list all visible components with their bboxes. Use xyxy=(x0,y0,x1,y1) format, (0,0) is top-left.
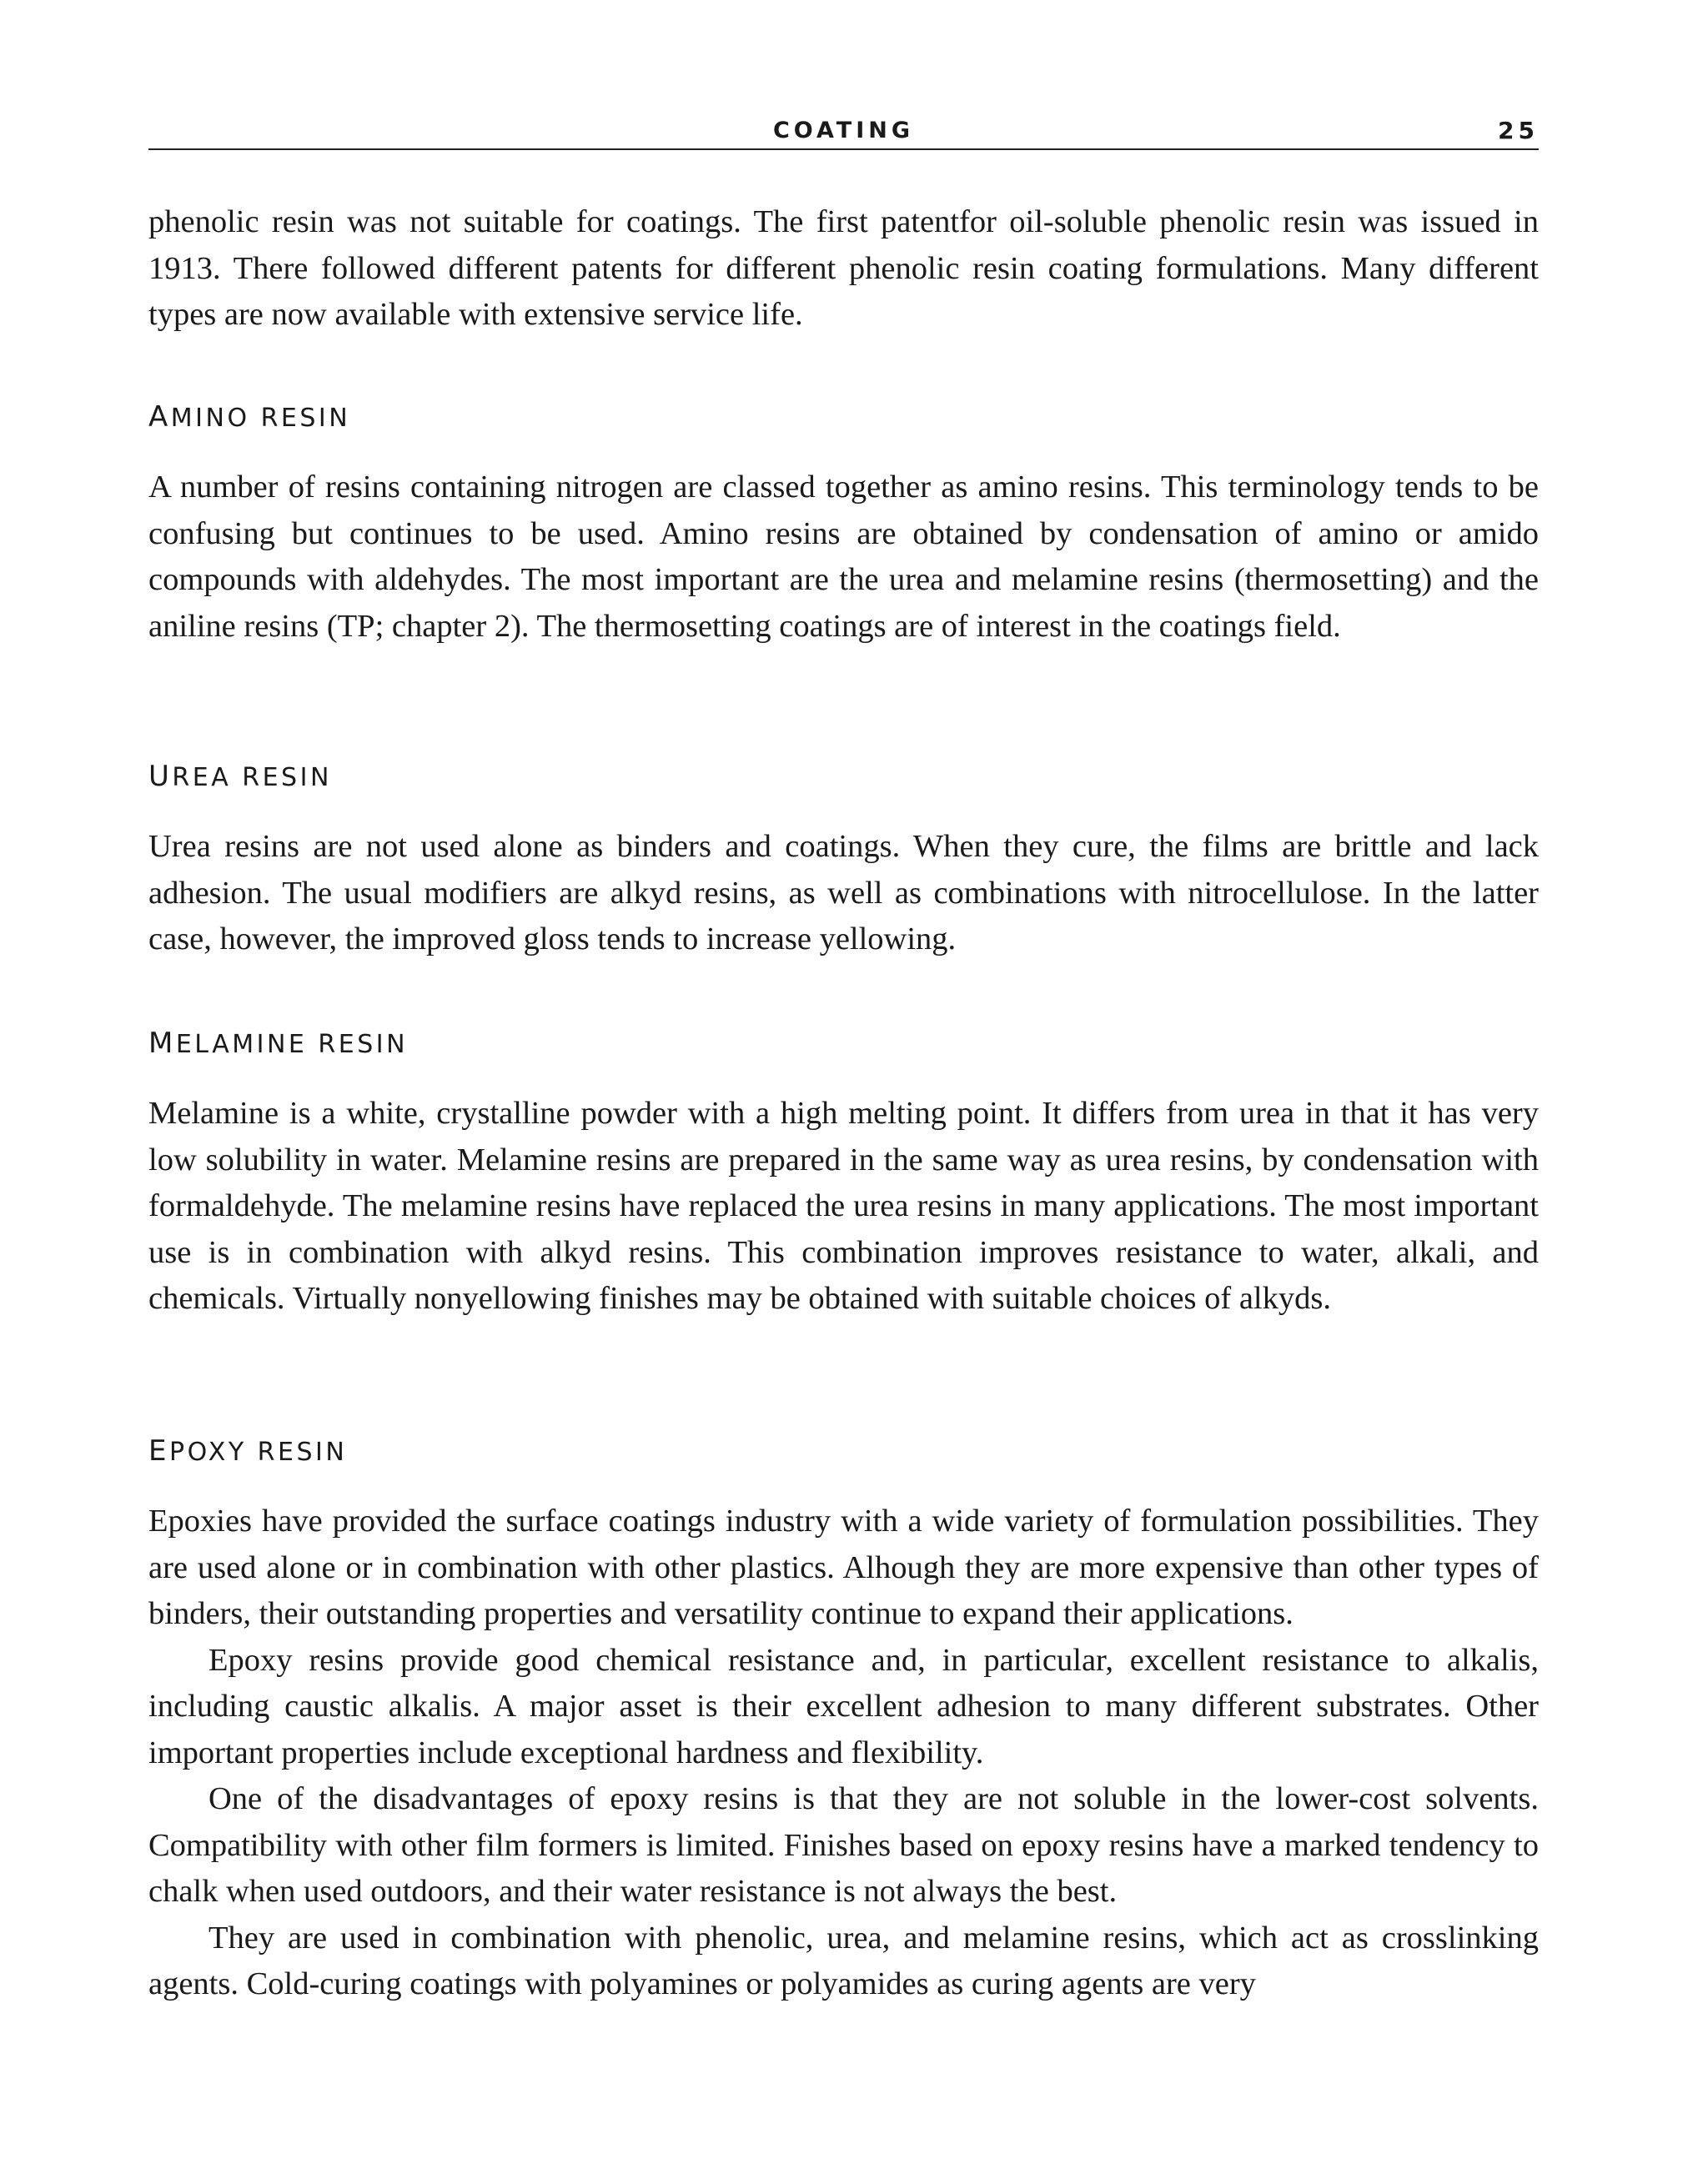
paragraph: Epoxies have provided the surface coatings industry with a wide variety of formulation possibilities. They are used alone or in combination with other plastics. Alhough they are more expensive than other types of binders, their outstanding properties and versatility continue to expand their applications. xyxy=(148,1504,1539,1631)
section-heading-amino-resin: AMINO RESIN xyxy=(148,400,351,434)
paragraph: Melamine is a white, crystalline powder with a high melting point. It differs from urea in that it has very low solubility in water. Melamine resins are prepared in the same way as urea resins, by condensation with formaldehyde. The melamine resins have replaced the urea resins in many applications. The most important use is in combination with alkyd resins. This combination improves resistance to water, alkali, and chemicals. Virtually nonyellowing finishes may be obtained with suitable choices of alkyds. xyxy=(148,1096,1539,1316)
section-body-epoxy-resin xyxy=(148,1499,1539,2008)
section-body-melamine-resin xyxy=(148,1091,1539,1323)
intro-paragraph: phenolic resin was not suitable for coatings. The first patentfor oil-soluble phenolic resin was issued in 1913. There followed different patents for different phenolic resin coating formulations. Many different types are now available with extensive service life. xyxy=(148,204,1539,332)
section-heading-melamine-resin: MELAMINE RESIN xyxy=(148,1027,409,1060)
section-body-urea-resin xyxy=(148,824,1539,963)
paragraph: A number of resins containing nitrogen are classed together as amino resins. This terminology tends to be confusing but continues to be used. Amino resins are obtained by condensation of amino or amido compounds with aldehydes. The most important are the urea and melamine resins (thermosetting) and the aniline resins (TP; chapter 2). The thermosetting coatings are of interest in the coatings field. xyxy=(148,469,1539,644)
paragraph: One of the disadvantages of epoxy resins is that they are not soluble in the lower-cost solvents. Compatibility with other film formers is limited. Finishes based on epoxy resins have a marked tendency to chalk when used outdoors, and their water resistance is not always the best. xyxy=(148,1781,1539,1909)
running-head xyxy=(148,117,1539,150)
section-heading-epoxy-resin: EPOXY RESIN xyxy=(148,1434,348,1468)
section-body-amino-resin xyxy=(148,464,1539,650)
paragraph: Urea resins are not used alone as binders and coatings. When they cure, the films are brittle and lack adhesion. The usual modifiers are alkyd resins, as well as combinations with nitrocellulose. In the latter case, however, the improved gloss tends to increase yellowing. xyxy=(148,829,1539,956)
section-heading-urea-resin: UREA RESIN xyxy=(148,760,332,793)
running-head-title: COATING xyxy=(772,118,915,143)
book-page xyxy=(148,0,1539,2179)
page-number: 25 xyxy=(1498,117,1539,144)
paragraph: They are used in combination with phenolic, urea, and melamine resins, which act as crosslinking agents. Cold-curing coatings with polyamines or polyamides as curing agents are very xyxy=(148,1920,1539,2001)
intro-block xyxy=(148,199,1539,339)
paragraph: Epoxy resins provide good chemical resistance and, in particular, excellent resistance to alkalis, including caustic alkalis. A major asset is their excellent adhesion to many different substrates. Other important properties include exceptional hardness and flexibility. xyxy=(148,1642,1539,1770)
